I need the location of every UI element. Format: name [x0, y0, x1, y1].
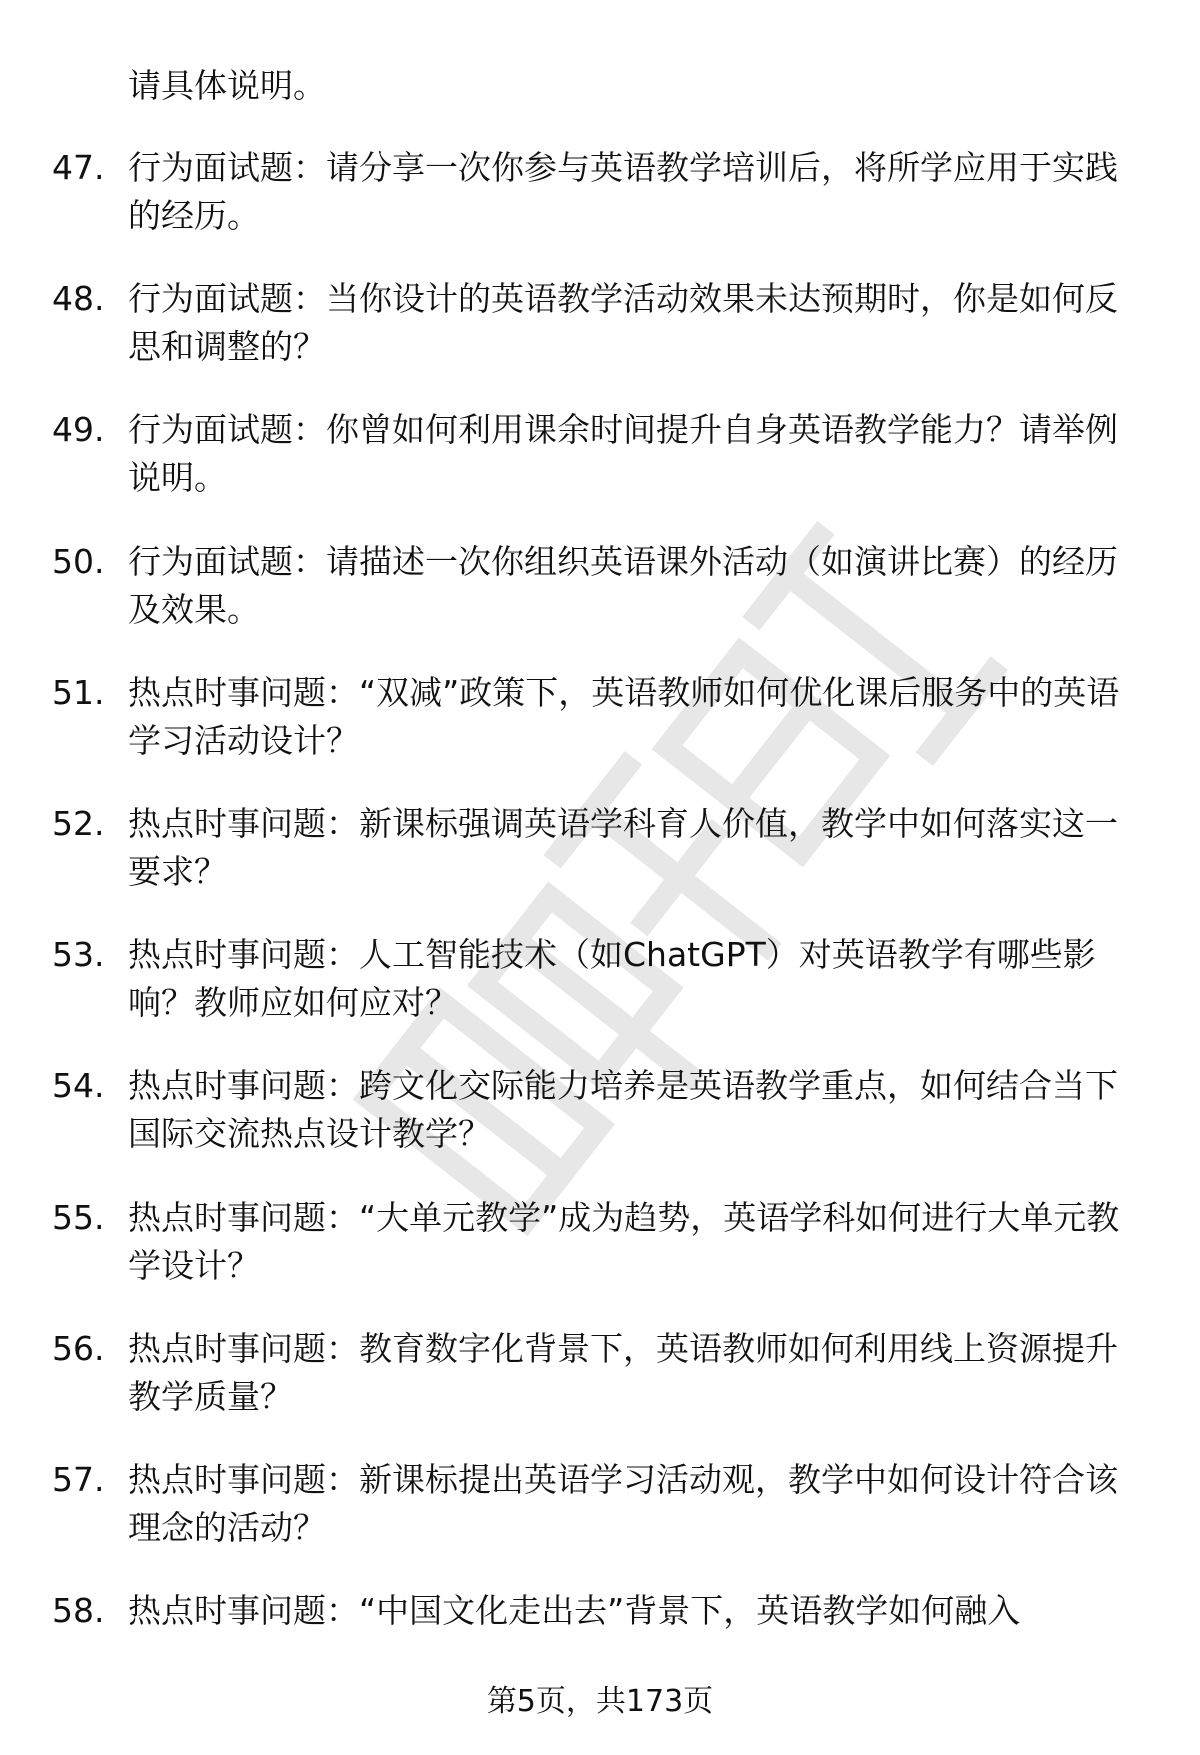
question-number: 52. — [52, 803, 105, 843]
question-number: 50. — [52, 541, 105, 581]
question-text: 热点时事问题：新课标提出英语学习活动观，教学中如何设计符合该理念的活动？ — [128, 1459, 1118, 1547]
question-list — [0, 140, 1200, 1714]
question-item-51 — [0, 665, 1200, 796]
question-item-50 — [0, 534, 1200, 665]
question-item-57 — [0, 1452, 1200, 1583]
question-item-47 — [0, 140, 1200, 271]
question-text: 行为面试题：请描述一次你组织英语课外活动（如演讲比赛）的经历及效果。 — [128, 541, 1118, 629]
question-number: 55. — [52, 1197, 105, 1237]
question-number: 56. — [52, 1328, 105, 1368]
question-item-55 — [0, 1190, 1200, 1321]
question-text: 行为面试题：当你设计的英语教学活动效果未达预期时，你是如何反思和调整的？ — [128, 279, 1118, 367]
question-number: 48. — [52, 279, 105, 319]
question-number: 58. — [52, 1591, 105, 1631]
page-footer: 第5页，共173页 — [486, 1684, 714, 1719]
question-item-48 — [0, 271, 1200, 402]
question-item-52 — [0, 796, 1200, 927]
question-number: 53. — [52, 935, 105, 975]
question-text: 行为面试题：你曾如何利用课余时间提升自身英语教学能力？请举例说明。 — [128, 410, 1118, 498]
question-number: 57. — [52, 1459, 105, 1499]
question-item-56 — [0, 1321, 1200, 1452]
question-number: 49. — [52, 410, 105, 450]
question-text: 热点时事问题：人工智能技术（如ChatGPT）对英语教学有哪些影响？教师应如何应对？ — [128, 935, 1096, 1023]
continuation-text: 请具体说明。 — [128, 66, 326, 105]
question-text: 热点时事问题：新课标强调英语学科育人价值，教学中如何落实这一要求？ — [128, 803, 1118, 891]
question-text: 热点时事问题：教育数字化背景下，英语教师如何利用线上资源提升教学质量？ — [128, 1328, 1118, 1416]
question-text: 热点时事问题：跨文化交际能力培养是英语教学重点，如何结合当下国际交流热点设计教学？ — [128, 1066, 1118, 1154]
question-item-49 — [0, 402, 1200, 533]
question-item-53 — [0, 927, 1200, 1058]
question-number: 54. — [52, 1066, 105, 1106]
question-text: 行为面试题：请分享一次你参与英语教学培训后，将所学应用于实践的经历。 — [128, 148, 1118, 235]
question-number: 47. — [52, 148, 105, 187]
question-text: 热点时事问题：“大单元教学”成为趋势，英语学科如何进行大单元教学设计？ — [128, 1197, 1120, 1285]
question-text: 热点时事问题：“双减”政策下，英语教师如何优化课后服务中的英语学习活动设计？ — [128, 672, 1120, 760]
question-text: 热点时事问题：“中国文化走出去”背景下，英语教学如何融入 — [128, 1591, 1021, 1631]
question-number: 51. — [52, 672, 105, 712]
question-item-54 — [0, 1058, 1200, 1189]
